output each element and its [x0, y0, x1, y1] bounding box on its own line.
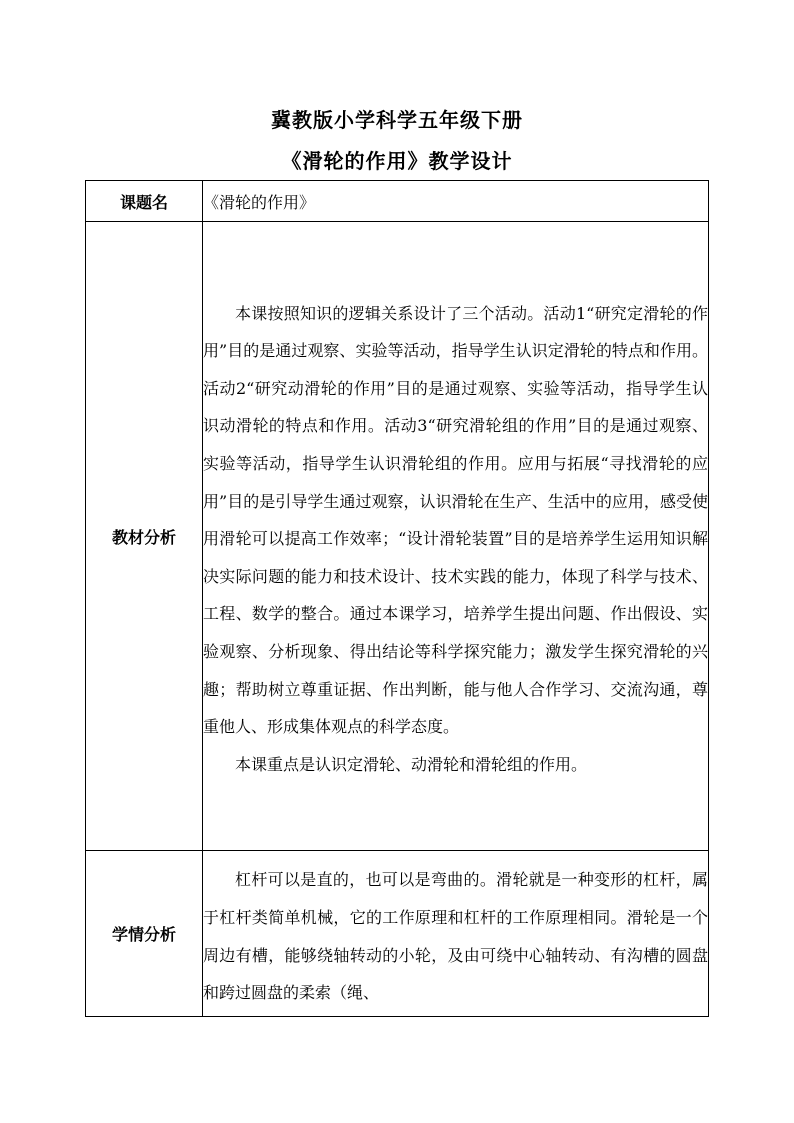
materials-analysis-content: [203, 222, 709, 851]
student-paragraph: 杠杆可以是直的，也可以是弯曲的。滑轮就是一种变形的杠杆，属于杠杆类简单机械，它的工作原理和杠杆的工作原理相同。滑轮是一个周边有槽，能够绕轴转动的小轮，及由可绕中心轴转动、有沟槽的圆盘和跨过圆盘的柔索（绳、: [203, 870, 708, 1003]
document-subtitle: 《滑轮的作用》教学设计: [281, 149, 513, 173]
materials-paragraph: 本课重点是认识定滑轮、动滑轮和滑轮组的作用。: [235, 754, 588, 774]
materials-analysis-label: 教材分析: [86, 222, 203, 851]
document-title: 冀教版小学科学五年级下册: [271, 108, 523, 132]
topic-value: 《滑轮的作用》: [203, 181, 709, 222]
student-analysis-content: [203, 851, 709, 1017]
student-analysis-label: 学情分析: [86, 851, 203, 1017]
table-row: [86, 851, 709, 1017]
table-row: [86, 181, 709, 222]
table-row: [86, 222, 709, 851]
materials-paragraph: 本课按照知识的逻辑关系设计了三个活动。活动1“研究定滑轮的作用”目的是通过观察、实验等活动，指导学生认识定滑轮的特点和作用。活动2“研究动滑轮的作用”目的是通过观察、实验等活动，指导学生认识动滑轮的特点和作用。活动3“研究滑轮组的作用”目的是通过观察、实验等活动，指导学生认识滑轮组的作用。应用与拓展“寻找滑轮的应用”目的是引导学生通过观察，认识滑轮在生产、生活中的应用，感受使用滑轮可以提高工作效率；“设计滑轮装置”目的是培养学生运用知识解决实际问题的能力和技术设计、技术实践的能力，体现了科学与技术、工程、数学的整合。通过本课学习，培养学生提出问题、作出假设、实验观察、分析现象、得出结论等科学探究能力；激发学生探究滑轮的兴趣；帮助树立尊重证据、作出判断，能与他人合作学习、交流沟通，尊重他人、形成集体观点的科学态度。: [203, 303, 708, 737]
topic-label: 课题名: [86, 181, 203, 222]
lesson-design-table: [85, 180, 709, 1017]
